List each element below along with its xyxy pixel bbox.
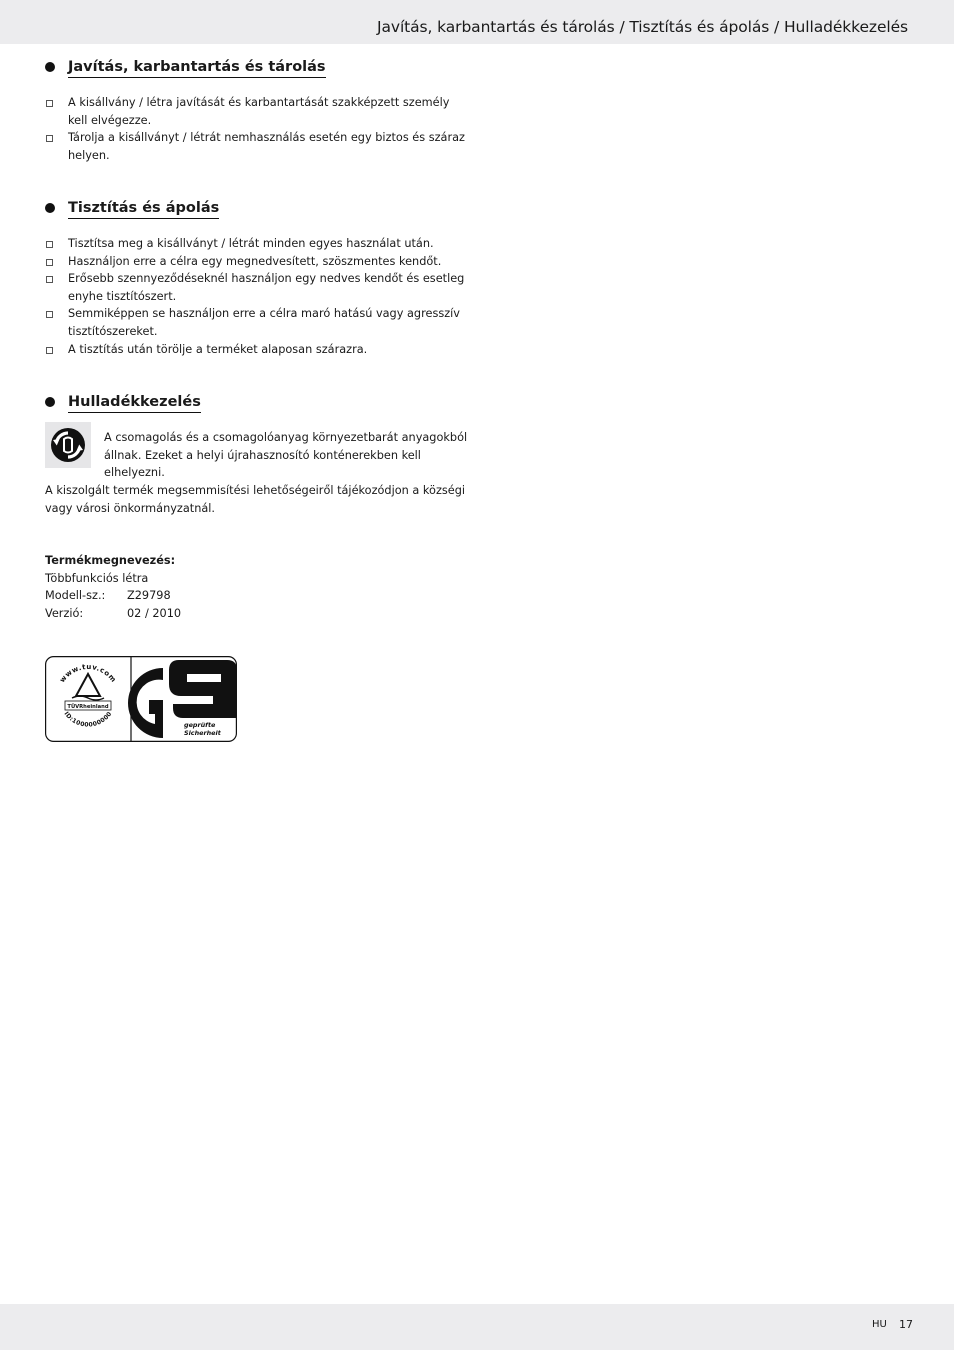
list-item (45, 94, 465, 129)
gs-line1: geprüfte (184, 721, 216, 729)
page-header (0, 0, 954, 44)
tuv-url: www.tuv.com (58, 662, 118, 685)
bullet-dot-icon (45, 62, 55, 72)
cleaning-list (45, 235, 465, 358)
bullet-dot-icon (45, 397, 55, 407)
disposal-text: A kiszolgált termék megsemmisítési lehetőségeiről tájékozódjon a községi vagy városi önkormányzatnál. (45, 484, 466, 515)
model-key: Modell-sz.: (45, 589, 106, 603)
checkbox-icon (46, 276, 53, 283)
cleaning-heading-text: Tisztítás és ápolás (68, 199, 219, 219)
tuv-id: ID:1000000000 (62, 710, 114, 729)
product-label: Termékmegnevezés: (45, 554, 176, 567)
repair-list (45, 94, 465, 164)
version-value: 02 / 2010 (127, 606, 182, 620)
version-key: Verzió: (45, 606, 84, 620)
language-code: HU (872, 1319, 887, 1330)
checkbox-icon (46, 241, 53, 248)
checkbox-icon (46, 135, 53, 142)
list-item-text: A kisállvány / létra javítását és karbantartását szakképzett személy kell elvégezze. (68, 96, 450, 127)
certification-logo (45, 656, 237, 742)
version-row (45, 605, 345, 623)
list-item-text: Tárolja a kisállványt / létrát nemhasználás esetén egy biztos és száraz helyen. (68, 131, 465, 162)
model-row (45, 587, 345, 605)
checkbox-icon (46, 100, 53, 107)
disposal-heading-text: Hulladékkezelés (68, 393, 201, 413)
page-title: Javítás, karbantartás és tárolás / Tisztítás és ápolás / Hulladékkezelés (377, 18, 908, 36)
product-name: Többfunkciós létra (45, 571, 149, 585)
checkbox-icon (46, 259, 53, 266)
product-info (45, 552, 345, 622)
bullet-dot-icon (45, 203, 55, 213)
list-item (45, 129, 465, 164)
recycle-icon (45, 422, 91, 468)
list-item (45, 341, 465, 359)
page-footer (0, 1304, 954, 1350)
repair-heading-text: Javítás, karbantartás és tárolás (68, 58, 326, 78)
tuv-brand: TÜVRheinland (67, 704, 109, 710)
list-item (45, 235, 465, 253)
checkbox-icon (46, 311, 53, 318)
list-item-text: Semmiképpen se használjon erre a célra maró hatású vagy agresszív tisztítószereket. (68, 307, 460, 338)
page-number: 17 (899, 1318, 913, 1331)
list-item-text: A tisztítás után törölje a terméket alaposan szárazra. (68, 342, 368, 356)
model-value: Z29798 (127, 589, 171, 603)
list-item-text: Tisztítsa meg a kisállványt / létrát minden egyes használat után. (68, 237, 434, 250)
recycle-text: A csomagolás és a csomagolóanyag környezetbarát anyagokból állnak. Ezeket a helyi újrahasznosító konténerekben kell elhelyezni. (104, 431, 468, 480)
checkbox-icon (46, 347, 53, 354)
list-item-text: Használjon erre a célra egy megnedvesített, szöszmentes kendőt. (68, 254, 442, 268)
list-item (45, 270, 465, 305)
list-item-text: Erősebb szennyeződéseknél használjon egy nedves kendőt és esetleg enyhe tisztítószert. (68, 272, 465, 303)
gs-line2: Sicherheit (184, 729, 221, 737)
list-item (45, 253, 465, 271)
list-item (45, 305, 465, 340)
